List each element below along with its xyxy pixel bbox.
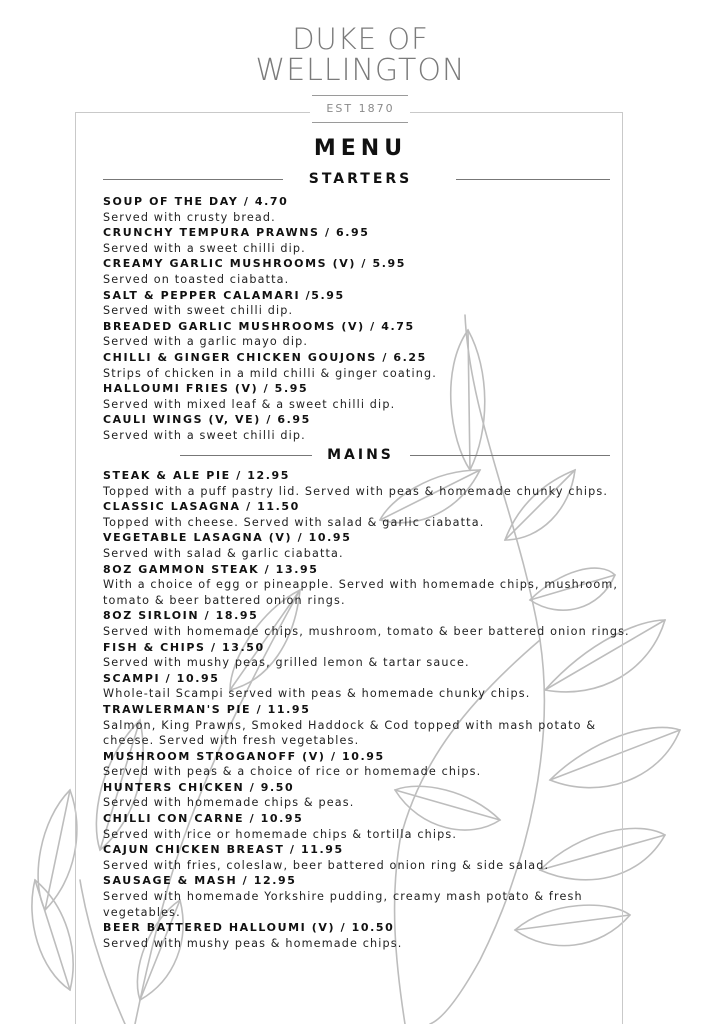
mains-list: [103, 468, 643, 951]
established-year: EST 1870: [326, 102, 395, 115]
list-item: [103, 749, 643, 780]
mains-rule-right: [410, 455, 610, 456]
item-description: Served with homemade chips & peas.: [103, 796, 355, 810]
established-top-rule: [312, 95, 408, 96]
item-description: Served with sweet chilli dip.: [103, 304, 294, 318]
list-item: [103, 608, 643, 639]
item-description: Served with mushy peas & homemade chips.: [103, 936, 403, 950]
frame-left-border: [75, 112, 76, 1024]
item-name: FISH & CHIPS / 13.50: [103, 640, 265, 654]
brand-name-line-2: WELLINGTON: [255, 53, 466, 88]
starters-rule-right: [456, 179, 610, 180]
item-description: Topped with a puff pastry lid. Served with peas & homemade chunky chips.: [103, 484, 609, 498]
item-name: CRUNCHY TEMPURA PRAWNS / 6.95: [103, 226, 370, 240]
list-item: [103, 412, 643, 443]
item-name: CAJUN CHICKEN BREAST / 11.95: [103, 843, 344, 857]
list-item: [103, 381, 643, 412]
item-name: 8OZ SIRLOIN / 18.95: [103, 609, 259, 623]
item-description: Topped with cheese. Served with salad & garlic ciabatta.: [103, 515, 485, 529]
item-description: Served with a sweet chilli dip.: [103, 428, 306, 442]
list-item: [103, 319, 643, 350]
list-item: [103, 562, 643, 609]
item-name: SOUP OF THE DAY / 4.70: [103, 195, 289, 208]
list-item: [103, 780, 643, 811]
item-description: Served on toasted ciabatta.: [103, 272, 290, 286]
item-description: Served with peas & a choice of rice or homemade chips.: [103, 765, 482, 779]
item-description: With a choice of egg or pineapple. Served with homemade chips, mushroom, tomato & beer battered onion rings.: [103, 578, 619, 607]
item-name: SCAMPI / 10.95: [103, 671, 220, 685]
item-name: SAUSAGE & MASH / 12.95: [103, 874, 297, 888]
item-name: CREAMY GARLIC MUSHROOMS (V) / 5.95: [103, 257, 406, 271]
list-item: [103, 671, 643, 702]
item-name: CHILLI CON CARNE / 10.95: [103, 812, 304, 826]
item-description: Whole-tail Scampi served with peas & homemade chunky chips.: [103, 687, 531, 701]
item-description: Served with a garlic mayo dip.: [103, 335, 309, 349]
list-item: [103, 640, 643, 671]
item-name: CHILLI & GINGER CHICKEN GOUJONS / 6.25: [103, 350, 427, 364]
item-description: Strips of chicken in a mild chilli & ginger coating.: [103, 366, 437, 380]
list-item: [103, 225, 643, 256]
starters-heading: STARTERS: [308, 171, 413, 187]
item-description: Served with salad & garlic ciabatta.: [103, 546, 344, 560]
mains-heading: MAINS: [327, 447, 394, 463]
menu-title: MENU: [313, 136, 408, 161]
item-name: HUNTERS CHICKEN / 9.50: [103, 780, 295, 794]
list-item: [103, 920, 643, 951]
item-name: CAULI WINGS (V, VE) / 6.95: [103, 413, 311, 427]
item-name: 8OZ GAMMON STEAK / 13.95: [103, 562, 319, 576]
list-item: [103, 702, 643, 749]
list-item: [103, 288, 643, 319]
brand-name-line-1: DUKE OF: [292, 22, 429, 56]
list-item: [103, 842, 643, 873]
item-name: CLASSIC LASAGNA / 11.50: [103, 500, 300, 514]
item-name: BEER BATTERED HALLOUMI (V) / 10.50: [103, 921, 395, 935]
list-item: [103, 256, 643, 287]
item-description: Served with crusty bread.: [103, 210, 276, 224]
list-item: [103, 811, 643, 842]
item-name: STEAK & ALE PIE / 12.95: [103, 469, 291, 482]
item-description: Served with homemade chips, mushroom, tomato & beer battered onion rings.: [103, 624, 630, 638]
item-description: Served with mushy peas, grilled lemon & tartar sauce.: [103, 656, 470, 670]
item-description: Served with fries, coleslaw, beer battered onion ring & side salad.: [103, 858, 550, 872]
item-name: SALT & PEPPER CALAMARI /5.95: [103, 288, 345, 302]
established-bottom-rule: [312, 122, 408, 123]
item-description: Served with a sweet chilli dip.: [103, 241, 306, 255]
list-item: [103, 873, 643, 920]
list-item: [103, 530, 643, 561]
list-item: [103, 194, 643, 225]
item-name: VEGETABLE LASAGNA (V) / 10.95: [103, 531, 352, 545]
list-item: [103, 499, 643, 530]
item-description: Served with homemade Yorkshire pudding, creamy mash potato & fresh vegetables.: [103, 890, 583, 919]
item-name: MUSHROOM STROGANOFF (V) / 10.95: [103, 749, 385, 763]
item-name: BREADED GARLIC MUSHROOMS (V) / 4.75: [103, 319, 415, 333]
starters-list: [103, 194, 643, 444]
item-name: TRAWLERMAN'S PIE / 11.95: [103, 702, 311, 716]
item-description: Served with rice or homemade chips & tortilla chips.: [103, 827, 458, 841]
list-item: [103, 350, 643, 381]
item-name: HALLOUMI FRIES (V) / 5.95: [103, 382, 309, 396]
item-description: Served with mixed leaf & a sweet chilli dip.: [103, 397, 396, 411]
list-item: [103, 468, 643, 499]
item-description: Salmon, King Prawns, Smoked Haddock & Cod topped with mash potato & cheese. Served with fresh vegetables.: [103, 718, 597, 748]
